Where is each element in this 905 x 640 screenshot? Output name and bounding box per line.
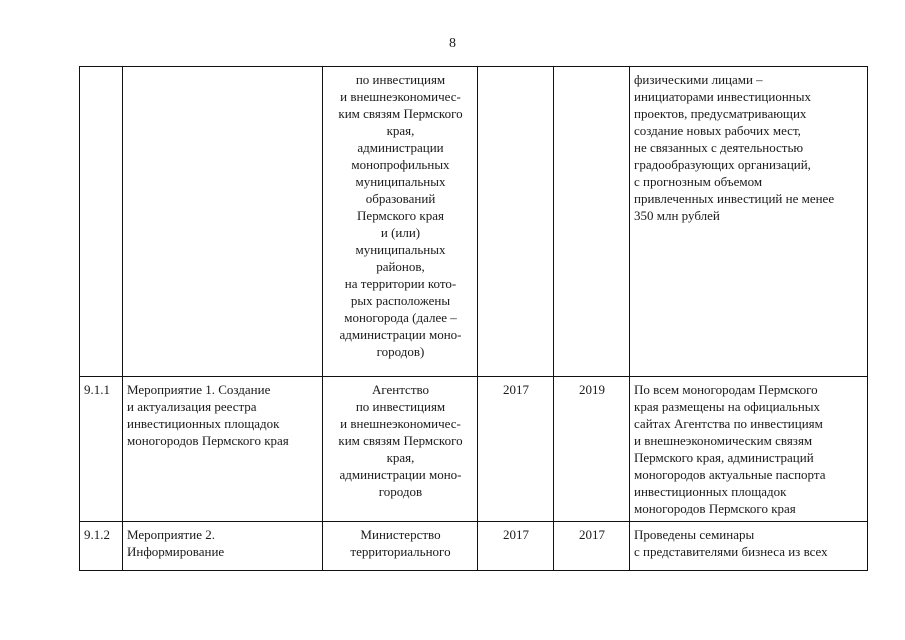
text-line: и (или) bbox=[380, 225, 421, 240]
cell-end-year bbox=[554, 67, 630, 377]
text-line: образований bbox=[365, 191, 436, 206]
text-line: рых расположены bbox=[350, 293, 451, 308]
page-number: 8 bbox=[449, 36, 456, 51]
text-line: Мероприятие 1. Создание bbox=[127, 382, 271, 397]
text-line: моногородов актуальные паспорта bbox=[634, 467, 826, 482]
cell-number bbox=[80, 67, 123, 377]
cell-activity-name bbox=[123, 67, 323, 377]
text-line: моногородов Пермского края bbox=[634, 501, 796, 516]
text-line: районов, bbox=[376, 259, 425, 274]
text-line: по инвестициям bbox=[355, 72, 446, 87]
cell-start-year: 2017 bbox=[478, 377, 554, 522]
cell-number: 9.1.2 bbox=[80, 522, 123, 571]
text-line: администрации моно- bbox=[339, 467, 462, 482]
cell-result bbox=[630, 522, 868, 571]
text-line: по инвестициям bbox=[355, 399, 446, 414]
cell-executor bbox=[323, 67, 478, 377]
table-row bbox=[80, 377, 868, 522]
text-line: муниципальных bbox=[355, 174, 446, 189]
table-row bbox=[80, 67, 868, 377]
cell-executor bbox=[323, 522, 478, 571]
text-line: монопрофильных bbox=[351, 157, 450, 172]
text-line: привлеченных инвестиций не менее bbox=[634, 191, 835, 206]
text-line: моногородов Пермского края bbox=[127, 433, 289, 448]
text-line: городов bbox=[378, 484, 423, 499]
text-line: с представителями бизнеса из всех bbox=[634, 544, 828, 559]
text-line: городов) bbox=[376, 344, 425, 359]
activities-table bbox=[79, 66, 868, 571]
text-line: и внешнеэкономичес- bbox=[340, 416, 461, 431]
cell-executor bbox=[323, 377, 478, 522]
text-line: сайтах Агентства по инвестициям bbox=[634, 416, 823, 431]
text-line: Пермского края, администраций bbox=[634, 450, 814, 465]
text-line: 350 млн рублей bbox=[634, 208, 720, 223]
text-line: ким связям Пермского bbox=[338, 433, 463, 448]
text-line: с прогнозным объемом bbox=[634, 174, 763, 189]
table-body bbox=[80, 67, 868, 571]
cell-end-year: 2017 bbox=[554, 522, 630, 571]
text-line: По всем моногородам Пермского bbox=[634, 382, 818, 397]
text-line: на территории кото- bbox=[344, 276, 457, 291]
text-line: и актуализация реестра bbox=[127, 399, 257, 414]
text-line: муниципальных bbox=[355, 242, 446, 257]
cell-result bbox=[630, 67, 868, 377]
text-line: инвестиционных площадок bbox=[634, 484, 787, 499]
table-row bbox=[80, 522, 868, 571]
text-line: создание новых рабочих мест, bbox=[634, 123, 801, 138]
text-line: территориального bbox=[350, 544, 451, 559]
text-line: градообразующих организаций, bbox=[634, 157, 811, 172]
text-line: Пермского края bbox=[357, 208, 444, 223]
text-line: не связанных с деятельностью bbox=[634, 140, 804, 155]
text-line: Агентство bbox=[371, 382, 430, 397]
text-line: проектов, предусматривающих bbox=[634, 106, 807, 121]
text-line: края, bbox=[386, 450, 415, 465]
text-line: ким связям Пермского bbox=[338, 106, 463, 121]
cell-end-year: 2019 bbox=[554, 377, 630, 522]
cell-start-year bbox=[478, 67, 554, 377]
text-line: Информирование bbox=[127, 544, 225, 559]
text-line: края размещены на официальных bbox=[634, 399, 821, 414]
cell-activity-name bbox=[123, 522, 323, 571]
text-line: и внешнеэкономическим связям bbox=[634, 433, 813, 448]
text-line: Министерство bbox=[360, 527, 441, 542]
cell-activity-name bbox=[123, 377, 323, 522]
cell-number: 9.1.1 bbox=[80, 377, 123, 522]
cell-start-year: 2017 bbox=[478, 522, 554, 571]
text-line: инициаторами инвестиционных bbox=[634, 89, 811, 104]
text-line: Проведены семинары bbox=[634, 527, 755, 542]
cell-result bbox=[630, 377, 868, 522]
text-line: администрации моно- bbox=[339, 327, 462, 342]
text-line: Мероприятие 2. bbox=[127, 527, 215, 542]
text-line: края, bbox=[386, 123, 415, 138]
text-line: и внешнеэкономичес- bbox=[340, 89, 461, 104]
text-line: физическими лицами – bbox=[634, 72, 763, 87]
text-line: моногорода (далее – bbox=[344, 310, 457, 325]
text-line: инвестиционных площадок bbox=[127, 416, 280, 431]
text-line: администрации bbox=[357, 140, 444, 155]
